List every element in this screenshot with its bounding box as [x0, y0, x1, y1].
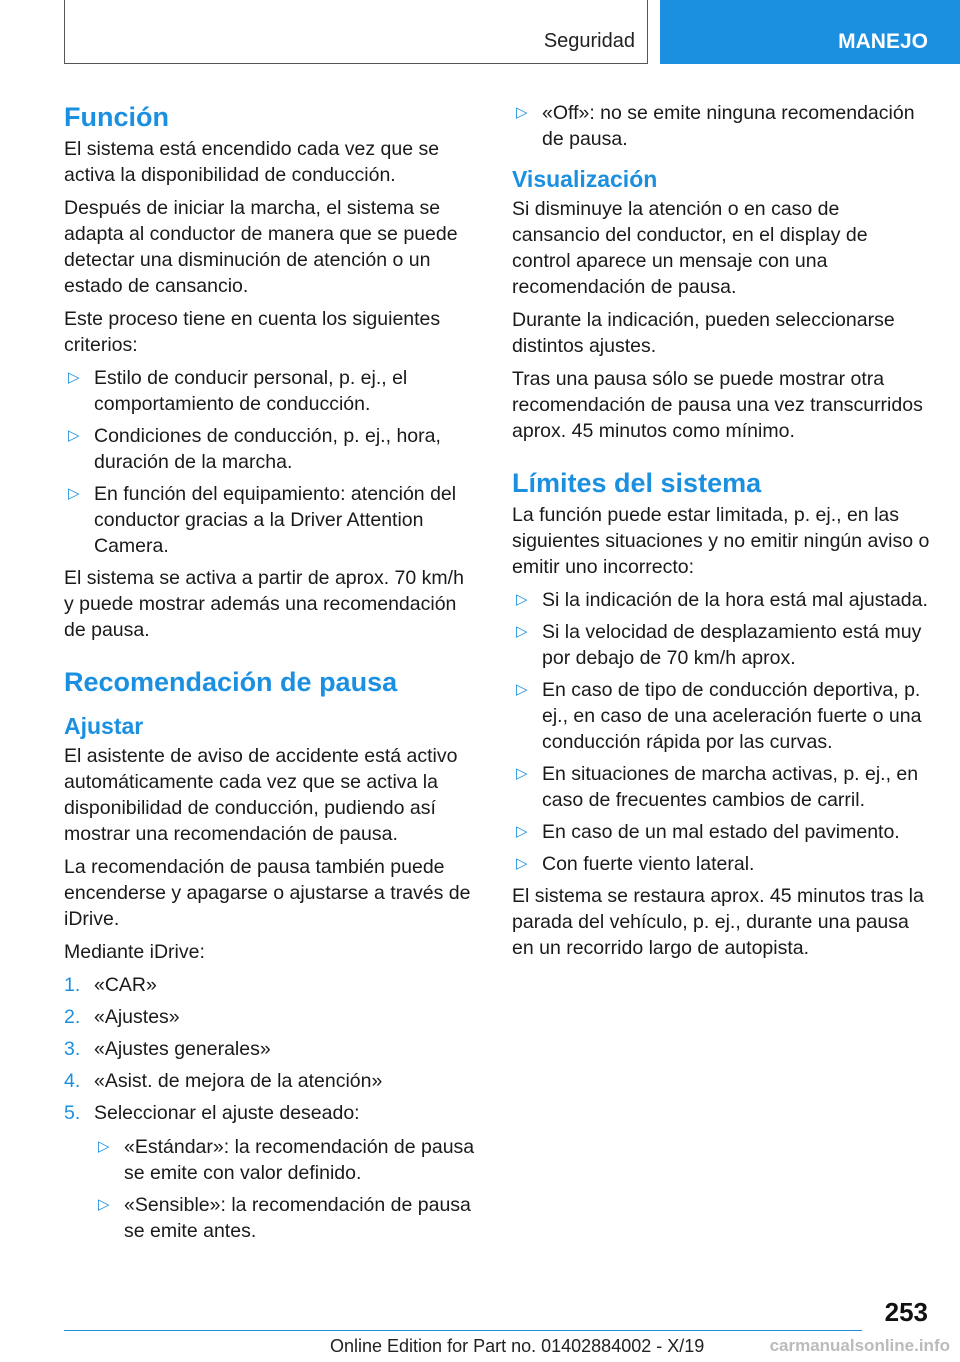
- paragraph: Durante la indicación, pueden seleccionarse distintos ajustes.: [512, 309, 895, 357]
- triangle-bullet-icon: ▷: [516, 623, 528, 640]
- paragraph: El sistema está encendido cada vez que se activa la disponibilidad de conducción.: [64, 138, 440, 186]
- list-item: ▷ Con fuerte viento lateral.: [516, 853, 755, 875]
- triangle-bullet-icon: ▷: [516, 591, 528, 608]
- paragraph: Si disminuye la atención o en caso de cansancio del conductor, en el display de control aparece un mensaje con una recomendación de pausa.: [512, 198, 868, 298]
- list-item: ▷ En función del equipamiento: atención del conductor gracias a la Driver Attention Camera.: [68, 483, 457, 557]
- list-item: 1. «CAR»: [64, 974, 157, 996]
- heading-ajustar: Ajustar: [64, 713, 144, 739]
- paragraph: Después de iniciar la marcha, el sistema se adapta al conductor de manera que se puede detectar una disminución de atención o un estado de cansancio.: [64, 197, 458, 297]
- limits-list: [512, 587, 930, 877]
- criteria-list: [64, 365, 478, 559]
- list-item: ▷ Estilo de conducir personal, p. ej., el comportamiento de conducción.: [68, 367, 408, 415]
- header-section-title: Seguridad: [543, 30, 635, 52]
- list-item: 3. «Ajustes generales»: [64, 1038, 271, 1060]
- watermark: carmanualsonline.info: [769, 1336, 950, 1355]
- triangle-bullet-icon: ▷: [68, 485, 80, 502]
- heading-recomendacion: Recomendación de pausa: [64, 667, 398, 697]
- footer-edition: Online Edition for Part no. 01402884002 - X/19: [330, 1336, 705, 1356]
- list-item: ▷ «Off»: no se emite ninguna recomendación de pausa.: [516, 102, 915, 150]
- paragraph: Este proceso tiene en cuenta los siguientes criterios:: [64, 308, 441, 356]
- triangle-bullet-icon: ▷: [68, 369, 80, 386]
- triangle-bullet-icon: ▷: [68, 427, 80, 444]
- paragraph: El sistema se activa a partir de aprox. 70 km/h y puede mostrar además una recomendación de pausa.: [64, 567, 464, 641]
- paragraph: Mediante iDrive:: [64, 941, 205, 963]
- paragraph: Tras una pausa sólo se puede mostrar otra recomendación de pausa una vez transcurridos aprox. 45 minutos como mínimo.: [512, 368, 923, 442]
- header-section-box: [64, 0, 648, 64]
- triangle-bullet-icon: ▷: [516, 823, 528, 840]
- list-item: ▷ Condiciones de conducción, p. ej., hora, duración de la marcha.: [68, 425, 441, 473]
- list-item: ▷ En caso de tipo de conducción deportiva, p. ej., en caso de una aceleración fuerte o una conducción rápida por las curvas.: [516, 679, 922, 753]
- paragraph: La función puede estar limitada, p. ej., en las siguientes situaciones y no emitir ningún aviso o emitir uno incorrecto:: [512, 504, 930, 578]
- paragraph: El sistema se restaura aprox. 45 minutos tras la parada del vehículo, p. ej., durante una pausa en un recorrido largo de autopista.: [512, 885, 924, 959]
- list-item: ▷ «Estándar»: la recomendación de pausa se emite con valor definido.: [98, 1136, 475, 1184]
- right-column: [512, 100, 930, 968]
- header-chapter-tab[interactable]: MANEJO: [660, 0, 960, 64]
- options-list: [94, 1134, 478, 1244]
- list-item: ▷ En caso de un mal estado del pavimento.: [516, 821, 900, 843]
- list-item: 2. «Ajustes»: [64, 1006, 180, 1028]
- list-item: ▷ En situaciones de marcha activas, p. ej., en caso de frecuentes cambios de carril.: [516, 763, 919, 811]
- triangle-bullet-icon: ▷: [516, 765, 528, 782]
- paragraph: La recomendación de pausa también puede encenderse y apagarse o ajustarse a través de iDrive.: [64, 856, 471, 930]
- list-item: 5. Seleccionar el ajuste deseado: ▷ «Estándar»: la recomendación de pausa se emite con valor definido. ▷ «Sensible»: la recomendación de pausa se emite antes.: [64, 1100, 478, 1244]
- paragraph: El asistente de aviso de accidente está activo automáticamente cada vez que se activa la disponibilidad de conducción, pudiendo así mostrar una recomendación de pausa.: [64, 745, 458, 845]
- list-item: ▷ Si la indicación de la hora está mal ajustada.: [516, 589, 928, 611]
- heading-visualizacion: Visualización: [512, 166, 658, 192]
- triangle-bullet-icon: ▷: [516, 104, 528, 121]
- triangle-bullet-icon: ▷: [98, 1196, 110, 1213]
- page-number: 253: [884, 1297, 928, 1327]
- heading-funcion: Función: [64, 102, 169, 132]
- triangle-bullet-icon: ▷: [98, 1138, 110, 1155]
- footer-divider: [64, 1330, 862, 1331]
- list-item: ▷ Si la velocidad de desplazamiento está muy por debajo de 70 km/h aprox.: [516, 621, 922, 669]
- options-list-continued: [512, 100, 930, 152]
- left-column: [64, 100, 478, 1250]
- idrive-steps-list: [64, 972, 478, 1244]
- list-item: ▷ «Sensible»: la recomendación de pausa se emite antes.: [98, 1194, 471, 1242]
- triangle-bullet-icon: ▷: [516, 855, 528, 872]
- triangle-bullet-icon: ▷: [516, 681, 528, 698]
- list-item: 4. «Asist. de mejora de la atención»: [64, 1070, 383, 1092]
- heading-limites: Límites del sistema: [512, 468, 762, 498]
